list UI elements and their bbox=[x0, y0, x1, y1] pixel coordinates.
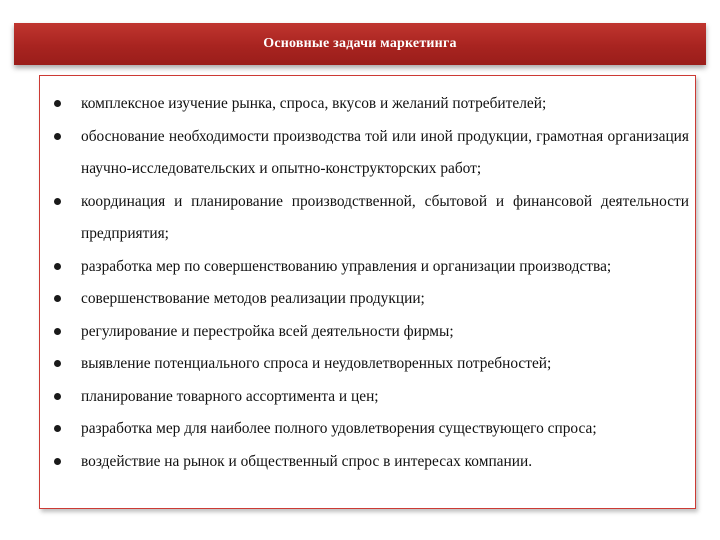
bullet-icon bbox=[54, 393, 61, 400]
list-item-text: обоснование необходимости производства той или иной продукции, грамотная организация научно-исследовательских и опытно-конструкторских работ; bbox=[81, 127, 689, 177]
bullet-icon bbox=[54, 360, 61, 367]
list-item bbox=[54, 186, 689, 251]
bullet-icon bbox=[54, 133, 61, 140]
list-item bbox=[54, 413, 689, 446]
bullet-icon bbox=[54, 458, 61, 465]
bullet-icon bbox=[54, 263, 61, 270]
bullet-icon bbox=[54, 198, 61, 205]
list-item bbox=[54, 251, 689, 284]
list-item bbox=[54, 121, 689, 186]
list-item bbox=[54, 88, 689, 121]
list-item-text: разработка мер по совершенствованию управления и организации производства; bbox=[81, 257, 612, 275]
list-item bbox=[54, 316, 689, 349]
page-title: Основные задачи маркетинга bbox=[263, 36, 457, 51]
list-item-text: выявление потенциального спроса и неудовлетворенных потребностей; bbox=[81, 355, 552, 372]
list-item-text: совершенствование методов реализации продукции; bbox=[81, 290, 425, 307]
list-item-text: планирование товарного ассортимента и цен; bbox=[81, 387, 379, 405]
list-item bbox=[54, 446, 689, 479]
list-item-text: воздействие на рынок и общественный спрос в интересах компании. bbox=[81, 452, 533, 470]
list-item-text: координация и планирование производственной, сбытовой и финансовой деятельности предприятия; bbox=[81, 192, 689, 242]
bullet-icon bbox=[54, 425, 61, 432]
bullet-icon bbox=[54, 295, 61, 302]
list-item-text: регулирование и перестройка всей деятельности фирмы; bbox=[81, 322, 454, 340]
list-item bbox=[54, 283, 689, 316]
title-banner bbox=[14, 23, 706, 65]
list-item bbox=[54, 381, 689, 414]
list-item-text: разработка мер для наиболее полного удовлетворения существующего спроса; bbox=[81, 420, 597, 437]
bullet-icon bbox=[54, 328, 61, 335]
task-list bbox=[54, 88, 689, 478]
list-item-text: комплексное изучение рынка, спроса, вкусов и желаний потребителей; bbox=[81, 95, 547, 112]
list-item bbox=[54, 348, 689, 381]
bullet-icon bbox=[54, 100, 61, 107]
content-box bbox=[39, 75, 696, 509]
